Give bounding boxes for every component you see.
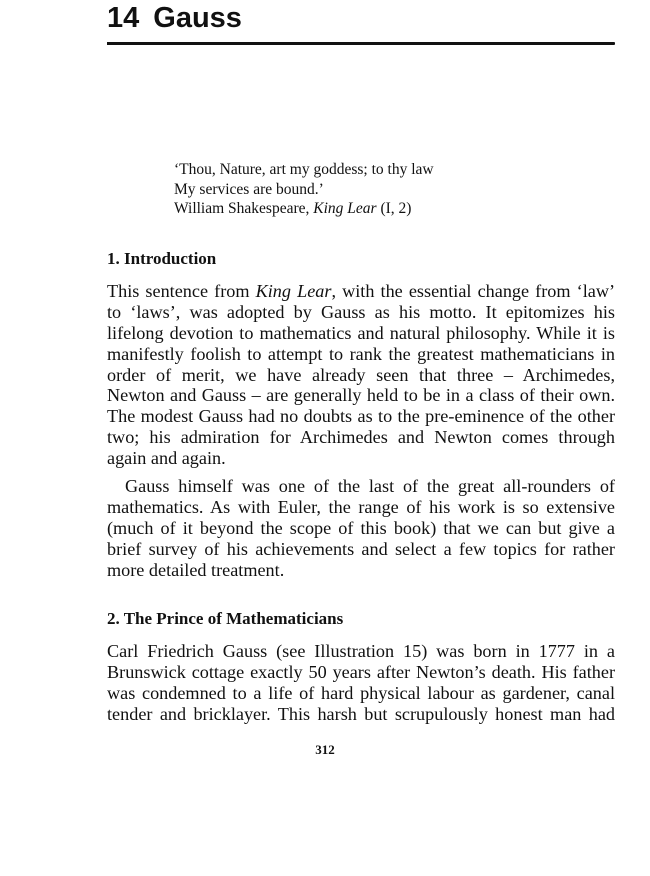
text-line: The modest Gauss had no doubts as to the pre-eminence of the other <box>107 406 615 427</box>
text-line: mathematics. As with Euler, the range of his work is so extensive <box>107 496 615 517</box>
attribution-reference: (I, 2) <box>376 200 412 217</box>
text-line: tender and bricklayer. This harsh but scrupulously honest man had <box>107 703 615 724</box>
italic-title: King Lear <box>255 281 332 301</box>
text-line: manifestly foolish to attempt to rank the greatest mathematicians in <box>107 343 615 364</box>
chapter-heading <box>107 1 242 35</box>
chapter-title: Gauss <box>153 2 242 34</box>
text-line: two; his admiration for Archimedes and Newton comes through <box>107 427 615 448</box>
attribution-author: William Shakespeare, <box>174 200 314 217</box>
text-line: was condemned to a life of hard physical labour as gardener, canal <box>107 682 615 703</box>
text-line: Gauss himself was one of the last of the great all-rounders of <box>125 476 615 496</box>
text-line: again and again. <box>107 448 226 469</box>
attribution-work: King Lear <box>313 200 377 217</box>
text-line: Carl Friedrich Gauss (see Illustration 15) was born in 1777 in a <box>107 641 615 661</box>
paragraph <box>107 281 615 469</box>
epigraph-line: My services are bound.’ <box>174 180 324 198</box>
text-line: lifelong devotion to mathematics and natural philosophy. While it is <box>107 322 615 343</box>
text-line: to ‘laws’, was adopted by Gauss as his motto. It epitomizes his <box>107 301 615 322</box>
text-line: Brunswick cottage exactly 50 years after Newton’s death. His father <box>107 661 615 682</box>
text-line: order of merit, we have already seen that three – Archimedes, <box>107 364 615 385</box>
epigraph-attribution <box>174 199 594 219</box>
chapter-rule <box>107 42 615 45</box>
text-run: This sentence from <box>107 281 256 301</box>
epigraph <box>174 160 594 219</box>
page-number: 312 <box>315 742 335 757</box>
text-run: , with the essential change from ‘law’ <box>331 281 616 301</box>
section-heading-introduction: 1. Introduction <box>107 249 217 268</box>
section-heading-prince: 2. The Prince of Mathematicians <box>107 609 344 628</box>
epigraph-line: ‘Thou, Nature, art my goddess; to thy law <box>174 161 434 178</box>
paragraph <box>107 641 615 725</box>
text-line: brief survey of his achievements and select a few topics for rather <box>107 538 615 559</box>
text-line: more detailed treatment. <box>107 559 285 580</box>
text-line <box>107 281 615 302</box>
paragraph <box>107 476 615 580</box>
text-line: (much of it beyond the scope of this book) that we can but give a <box>107 517 615 538</box>
chapter-number: 14 <box>107 2 140 34</box>
text-line: Newton and Gauss – are generally held to be in a class of their own. <box>107 385 615 406</box>
